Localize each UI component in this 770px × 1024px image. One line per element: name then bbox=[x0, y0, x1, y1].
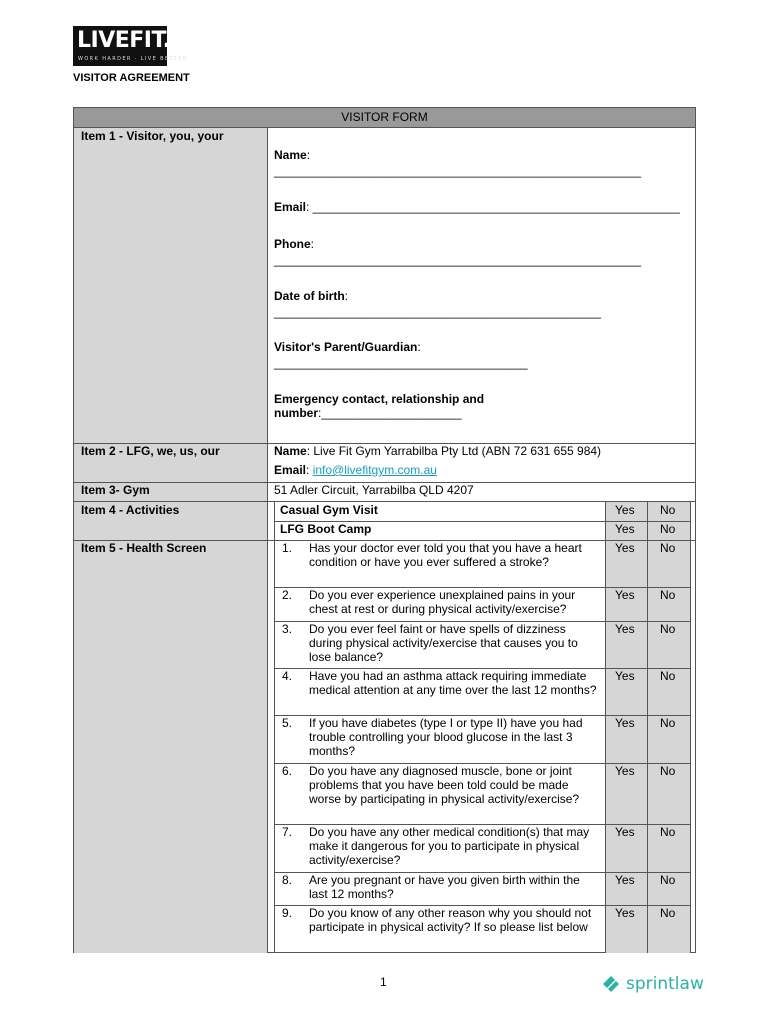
question-no-option[interactable]: No bbox=[660, 716, 676, 730]
activity-no-option[interactable]: No bbox=[660, 503, 676, 517]
visitor-email-field[interactable] bbox=[274, 200, 680, 214]
activity-name: Casual Gym Visit bbox=[280, 503, 378, 517]
lfg-email bbox=[274, 463, 437, 477]
email-blank-line: : _______________________________________________________ bbox=[306, 200, 680, 214]
name-colon: : bbox=[306, 148, 311, 162]
question-yes-option[interactable]: Yes bbox=[615, 906, 635, 920]
sprintlaw-logo-icon bbox=[600, 973, 622, 995]
parent-label: Visitor's Parent/Guardian bbox=[274, 340, 418, 354]
brand-name: sprintlaw bbox=[626, 974, 704, 994]
lfg-email-link[interactable]: info@livefitgym.com.au bbox=[312, 463, 437, 477]
health-question-text: Do you ever feel faint or have spells of dizziness during physical activity/exercise that causes you to lose balance? bbox=[309, 622, 578, 665]
emergency-blank-line: :_____________________ bbox=[318, 406, 462, 420]
emergency-field[interactable] bbox=[274, 406, 462, 420]
lfg-email-sep: : bbox=[306, 463, 313, 477]
form-title: VISITOR FORM bbox=[74, 108, 695, 128]
yes-column-divider bbox=[605, 502, 606, 953]
question-no-option[interactable]: No bbox=[660, 541, 676, 555]
question-yes-option[interactable]: Yes bbox=[615, 716, 635, 730]
question-no-option[interactable]: No bbox=[660, 764, 676, 778]
question-number: 6. bbox=[282, 764, 293, 778]
emergency-label: Emergency contact, relationship and bbox=[274, 392, 485, 406]
activity-yes-option[interactable]: Yes bbox=[615, 503, 635, 517]
question-yes-option[interactable]: Yes bbox=[615, 873, 635, 887]
question-yes-option[interactable]: Yes bbox=[615, 764, 635, 778]
parent-colon: : bbox=[417, 340, 421, 354]
question-yes-option[interactable]: Yes bbox=[615, 825, 635, 839]
question-number: 5. bbox=[282, 716, 293, 730]
item5-label: Item 5 - Health Screen bbox=[81, 541, 207, 555]
question-yes-option[interactable]: Yes bbox=[615, 669, 635, 683]
item3-label: Item 3- Gym bbox=[81, 483, 150, 497]
question-no-option[interactable]: No bbox=[660, 588, 676, 602]
question-yes-option[interactable]: Yes bbox=[615, 541, 635, 555]
phone-colon: : bbox=[310, 237, 315, 251]
document-title: VISITOR AGREEMENT bbox=[73, 72, 190, 84]
activity-yes-option[interactable]: Yes bbox=[615, 522, 635, 536]
health-question-text: Have you had an asthma attack requiring immediate medical attention at any time over the last 12 months? bbox=[309, 669, 597, 698]
visitor-parent-field[interactable] bbox=[274, 340, 421, 354]
sprintlaw-brand bbox=[600, 973, 704, 997]
health-question-text: Has your doctor ever told you that you have a heart condition or have you ever suffered a stroke? bbox=[309, 541, 582, 570]
question-number: 3. bbox=[282, 622, 293, 636]
question-yes-option[interactable]: Yes bbox=[615, 588, 635, 602]
lfg-email-label: Email bbox=[274, 463, 307, 477]
health-question-text: Do you know of any other reason why you should not participate in physical activity? If so please list below bbox=[309, 906, 592, 935]
question-no-option[interactable]: No bbox=[660, 873, 676, 887]
name-label: Name bbox=[274, 148, 307, 162]
question-yes-option[interactable]: Yes bbox=[615, 622, 635, 636]
dob-label: Date of birth bbox=[274, 289, 345, 303]
question-no-option[interactable]: No bbox=[660, 906, 676, 920]
question-no-option[interactable]: No bbox=[660, 825, 676, 839]
no-column-divider bbox=[647, 502, 648, 953]
email-label: Email bbox=[274, 200, 307, 214]
dob-blank-line[interactable]: _________________________________________________ bbox=[274, 305, 602, 319]
question-left-border bbox=[274, 502, 275, 953]
lfg-name-label: Name bbox=[274, 444, 307, 458]
question-number: 4. bbox=[282, 669, 293, 683]
health-question-text: If you have diabetes (type I or type II) have you had trouble controlling your blood glucose in the last 3 months? bbox=[309, 716, 583, 759]
name-blank-line[interactable]: _______________________________________________________ bbox=[274, 164, 642, 178]
question-no-option[interactable]: No bbox=[660, 669, 676, 683]
health-question-text: Are you pregnant or have you given birth within the last 12 months? bbox=[309, 873, 580, 902]
question-number: 2. bbox=[282, 588, 293, 602]
visitor-phone-field[interactable] bbox=[274, 237, 314, 251]
visitor-dob-field[interactable] bbox=[274, 289, 348, 303]
item1-label: Item 1 - Visitor, you, your bbox=[81, 129, 224, 143]
lfg-name bbox=[274, 444, 601, 458]
activity-name: LFG Boot Camp bbox=[280, 522, 372, 536]
phone-blank-line[interactable]: _______________________________________________________ bbox=[274, 253, 642, 267]
health-question-text: Do you have any diagnosed muscle, bone or joint problems that you have been told could be made worse by participating in physical activity/exercise? bbox=[309, 764, 580, 807]
health-question-text: Do you have any other medical condition(s) that may make it dangerous for you to participate in physical activity/exercise? bbox=[309, 825, 590, 868]
health-question-text: Do you ever experience unexplained pains in your chest at rest or during physical activity/exercise? bbox=[309, 588, 576, 617]
item4-label: Item 4 - Activities bbox=[81, 503, 180, 517]
livefit-logo bbox=[73, 26, 188, 66]
lfg-name-value: : Live Fit Gym Yarrabilba Pty Ltd (ABN 72 631 655 984) bbox=[306, 444, 602, 458]
logo-word: LIVEFIT. bbox=[77, 28, 171, 53]
question-number: 9. bbox=[282, 906, 293, 920]
phone-label: Phone bbox=[274, 237, 311, 251]
page-number: 1 bbox=[380, 975, 387, 989]
question-no-option[interactable]: No bbox=[660, 622, 676, 636]
dob-colon: : bbox=[344, 289, 349, 303]
item2-label: Item 2 - LFG, we, us, our bbox=[81, 444, 220, 458]
activity-no-option[interactable]: No bbox=[660, 522, 676, 536]
visitor-form-table bbox=[73, 107, 696, 953]
visitor-name-field[interactable] bbox=[274, 148, 310, 162]
right-inner-border bbox=[690, 502, 691, 953]
parent-blank-line[interactable]: ______________________________________ bbox=[274, 356, 528, 370]
gym-address: 51 Adler Circuit, Yarrabilba QLD 4207 bbox=[274, 483, 474, 497]
question-number: 8. bbox=[282, 873, 293, 887]
question-number: 1. bbox=[282, 541, 293, 555]
logo-tagline: WORK HARDER · LIVE BETTER bbox=[78, 56, 188, 62]
question-number: 7. bbox=[282, 825, 293, 839]
emergency-label-number: number bbox=[274, 406, 319, 420]
row-divider bbox=[74, 501, 695, 502]
